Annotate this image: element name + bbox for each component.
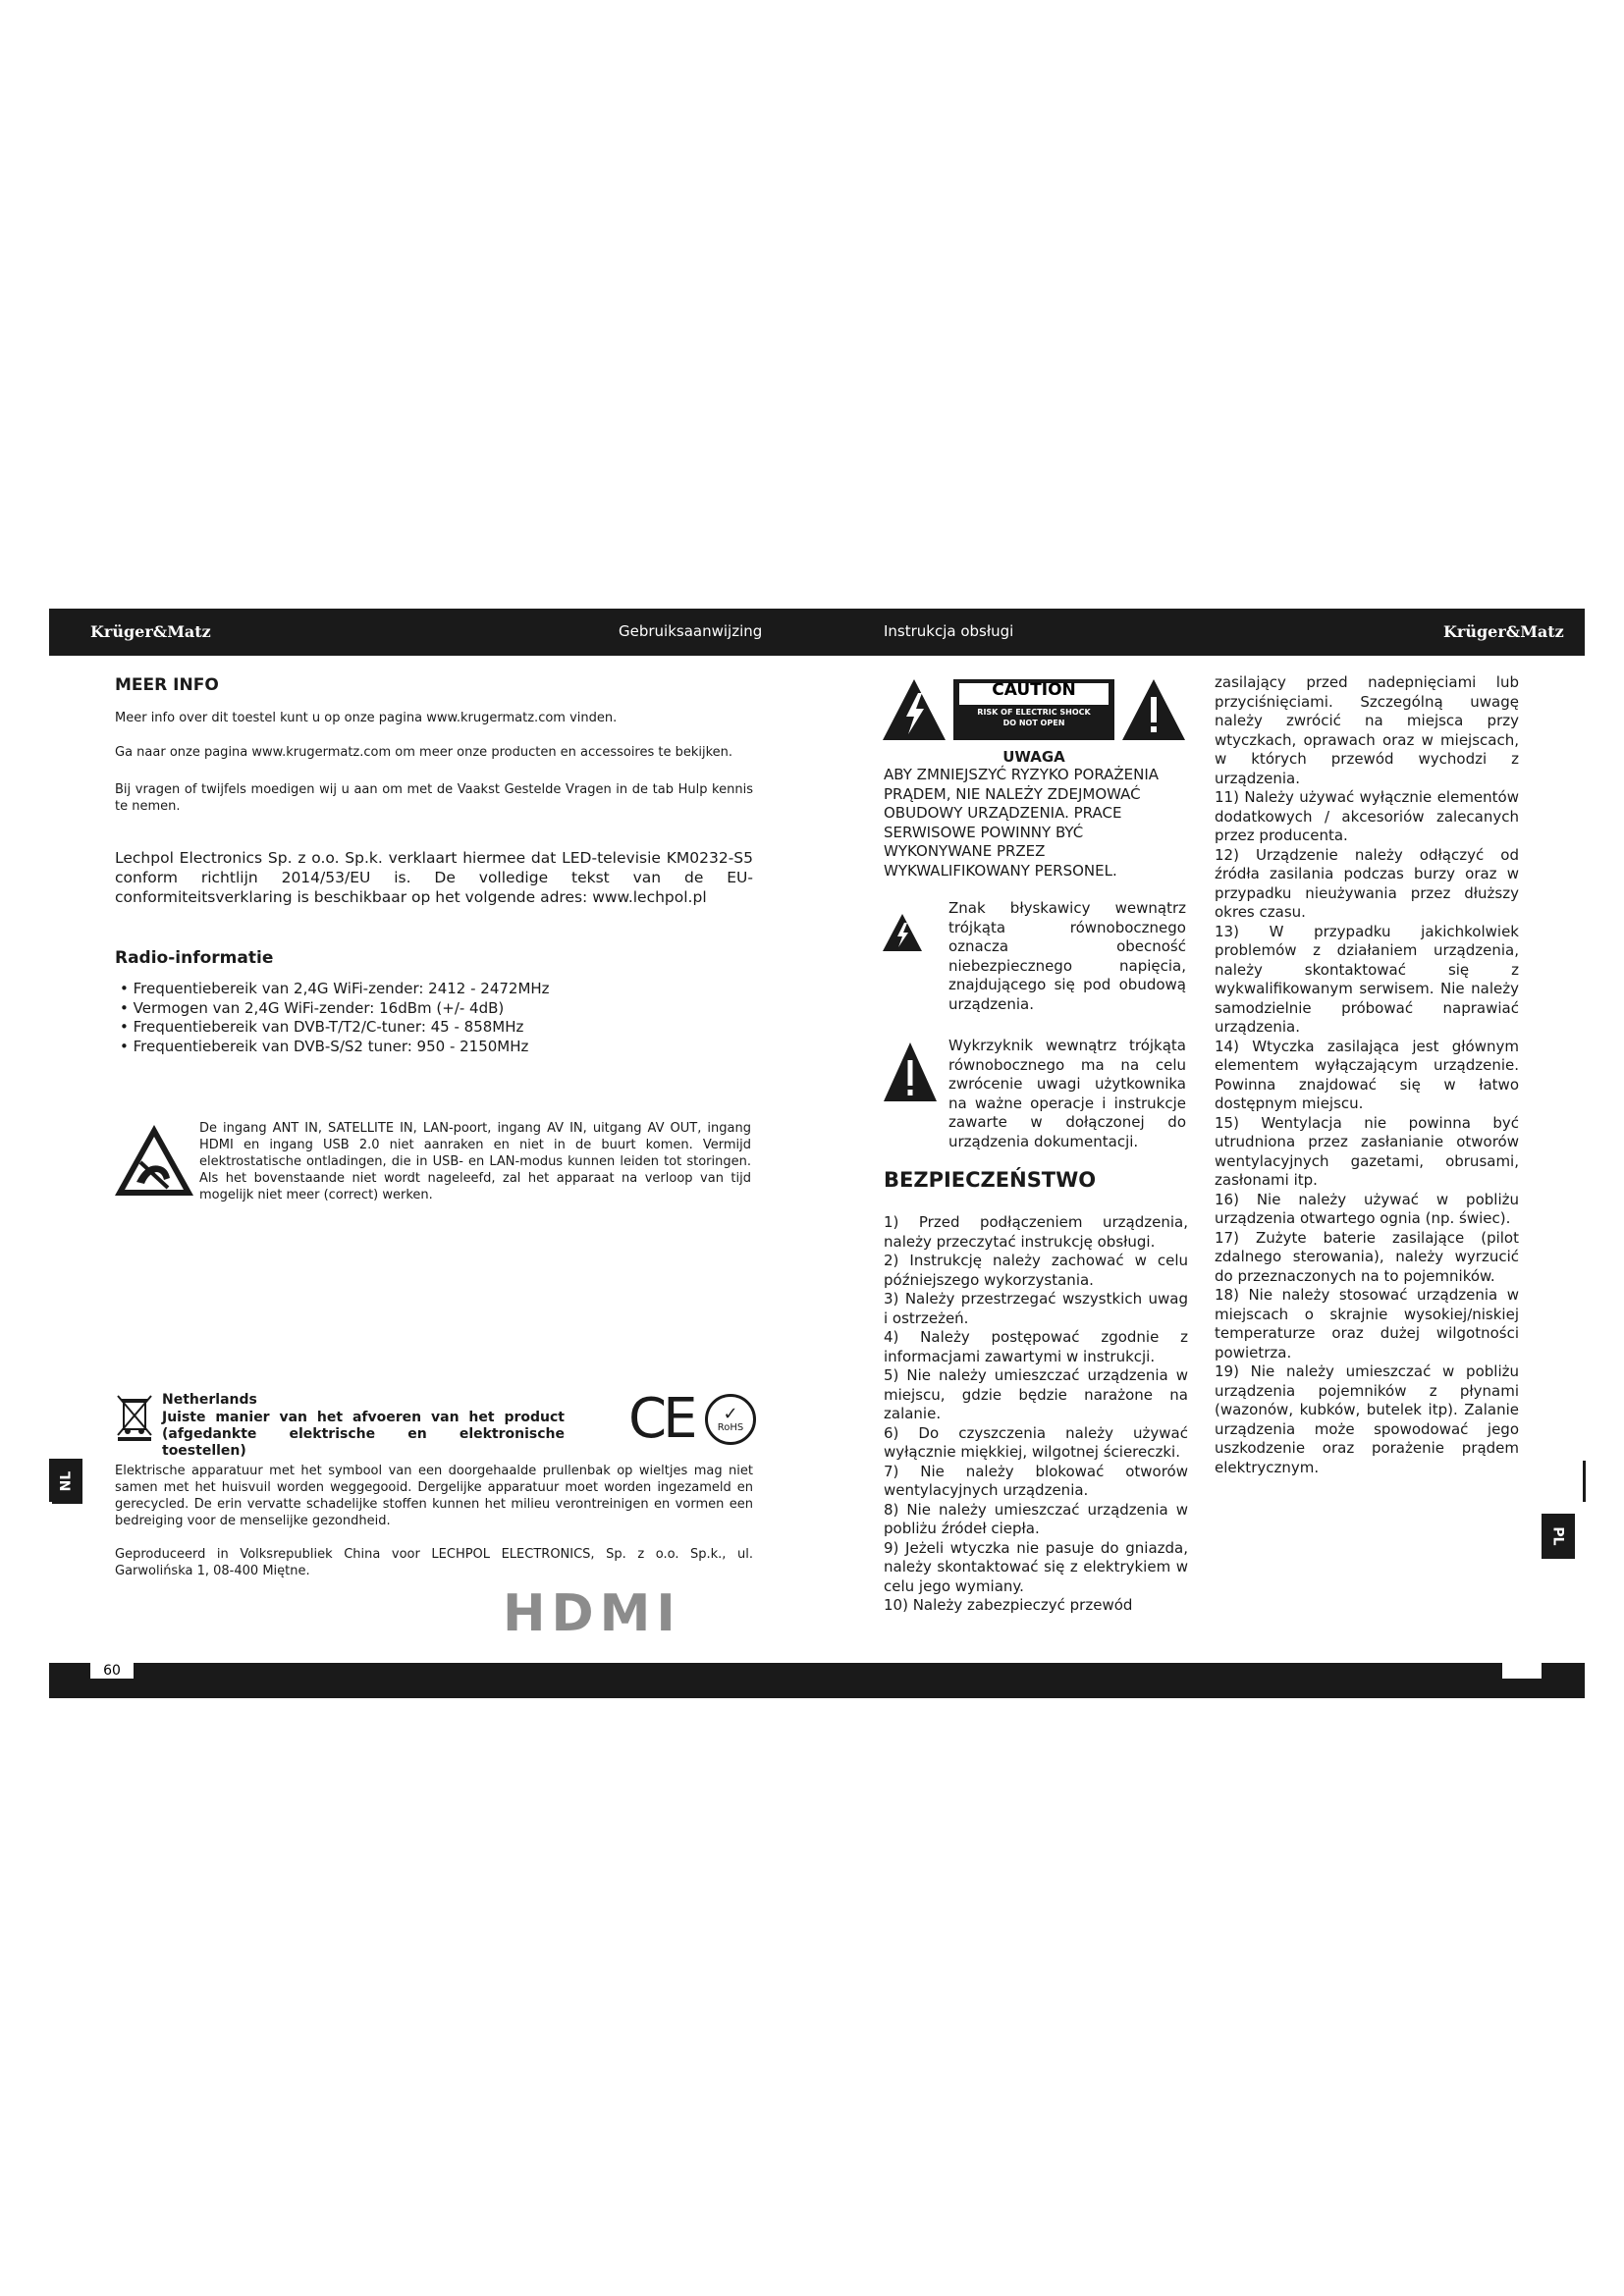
header-bar [49, 609, 1585, 656]
caution-label: CAUTION [992, 680, 1076, 700]
radio-info-list [120, 980, 748, 1056]
footer-bar [49, 1663, 1585, 1698]
page-number-right [1502, 1663, 1542, 1679]
list-item: 7) Nie należy blokować otworów wentylacyjnych urządzenia. [884, 1462, 1188, 1499]
esd-text: De ingang ANT IN, SATELLITE IN, LAN-poort, ingang AV IN, uitgang AV OUT, ingang HDMI en ingang USB 2.0 niet aanraken en niet in de buurt komen. Vermijd elektrostatische ontladingen, die in USB- en LAN-modus kunnen leiden tot storingen. Als het bovenstaande niet wordt nageleefd, zal het apparaat na verloop van tijd mogelijk niet meer (correct) werken. [199, 1121, 751, 1202]
header-title-right: Instrukcja obsługi [884, 622, 1014, 640]
list-item: 15) Wentylacja nie powinna być utrudniona przez zasłanianie otworów wentylacyjnych gazetami, obrusami, zasłonami itp. [1215, 1113, 1519, 1189]
list-item: 17) Zużyte baterie zasilające (pilot zdalnego sterowania), należy wyrzucić do przeznaczonych na to pojemników. [1215, 1228, 1519, 1285]
list-item: • Frequentiebereik van DVB-T/T2/C-tuner: 45 - 858MHz [120, 1018, 748, 1038]
list-item: 5) Nie należy umieszczać urządzenia w miejscu, gdzie będzie narażone na zalanie. [884, 1366, 1188, 1422]
list-item: • Frequentiebereik van DVB-S/S2 tuner: 950 - 2150MHz [120, 1038, 748, 1057]
list-item: 18) Nie należy stosować urządzenia w miejscach o skrajnie wysokiej/niskiej temperaturze oraz dużej wilgotności powietrza. [1215, 1286, 1519, 1362]
eu-declaration: Lechpol Electronics Sp. z o.o. Sp.k. verklaart hiermee dat LED-televisie KM0232-S5 conform richtlijn 2014/53/EU is. De volledige tekst van de EU-conformiteitsverklaring is beschikbaar op het volgende adres: www.lechpol.pl [115, 849, 753, 906]
list-item: • Vermogen van 2,4G WiFi-zender: 16dBm (+/- 4dB) [120, 999, 748, 1019]
list-item: 12) Urządzenie należy odłączyć od źródła zasilania podczas burzy oraz w przypadku nieużywania przez dłuższy okres czasu. [1215, 845, 1519, 921]
safety-column-2 [1215, 673, 1519, 1477]
list-item: 10) Należy zabezpieczyć przewód [884, 1596, 1133, 1614]
side-tab-nl: NL [49, 1459, 82, 1504]
meer-info-p3: Bij vragen of twijfels moedigen wij u aan om met de Vaakst Gestelde Vragen in de tab Hulp kennis te nemen. [115, 782, 753, 814]
list-item: 9) Jeżeli wtyczka nie pasuje do gniazda, należy skontaktować się z elektrykiem w celu jego wymiany. [884, 1538, 1188, 1595]
list-item: 16) Nie należy używać w pobliżu urządzenia otwartego ognia (np. świec). [1215, 1190, 1519, 1227]
lightning-text: Znak błyskawicy wewnątrz trójkąta równobocznego oznacza obecność niebezpiecznego napięcia, znajdującego się pod obudową urządzenia. [948, 899, 1186, 1013]
uwaga-title: UWAGA [1002, 748, 1065, 766]
list-item: 19) Nie należy umieszczać w pobliżu urządzenia pojemników z płynami (wazonów, kubków, butelek itp). Zalanie urządzenia może spowodować jego uszkodzenie oraz porażenie prądem elektrycznym. [1215, 1362, 1519, 1476]
esd-warning-icon [113, 1123, 195, 1198]
uwaga-text: ABY ZMNIEJSZYĆ RYZYKO PORAŻENIA PRĄDEM, NIE NALEŻY ZDEJMOWAĆ OBUDOWY URZĄDZENIA. PRACE SERWISOWE POWINNY BYĆ WYKONYWANE PRZEZ WYKWALIFIKOWANY PERSONEL. [884, 766, 1160, 880]
weee-text: Elektrische apparatuur met het symbool van een doorgehaalde prullenbak op wieltjes mag niet samen met het huisvuil worden weggegooid. Dergelijke apparatuur moet worden ingezameld en gerecycled. De erin vervatte schadelijke stoffen kunnen het milieu verontreinigen en vormen een bedreiging voor de menselijke gezondheid. [115, 1464, 753, 1528]
list-item: 8) Nie należy umieszczać urządzenia w pobliżu źródeł ciepła. [884, 1500, 1188, 1537]
meer-info-p2: Ga naar onze pagina www.krugermatz.com om meer onze producten en accessoires te bekijken. [115, 745, 733, 760]
weee-bin-icon [115, 1392, 154, 1441]
weee-title: Juiste manier van het afvoeren van het product (afgedankte elektrische en elektronische toestellen) [162, 1410, 565, 1459]
list-item: 1) Przed podłączeniem urządzenia, należy przeczytać instrukcję obsługi. [884, 1213, 1188, 1251]
meer-info-p1: Meer info over dit toestel kunt u op onze pagina www.krugermatz.com vinden. [115, 711, 618, 725]
exclamation-text: Wykrzyknik wewnątrz trójkąta równobocznego ma na celu zwrócenie uwagi użytkownika na ważne operacje i instrukcje zawarte w dołączonej do urządzenia dokumentacji. [948, 1037, 1186, 1150]
list-item: 14) Wtyczka zasilająca jest głównym elementem wyłączającym urządzenie. Powinna znajdować się w łatwo dostępnym miejscu. [1215, 1037, 1519, 1112]
brand-logo-left: Krüger&Matz [90, 622, 211, 641]
list-item: 11) Należy używać wyłącznie elementów dodatkowych / akcesoriów zalecanych przez producenta. [1215, 788, 1519, 844]
ce-mark-icon: CE [628, 1387, 694, 1451]
meer-info-title: MEER INFO [115, 675, 219, 695]
list-item: 2) Instrukcję należy zachować w celu późniejszego wykorzystania. [884, 1252, 1188, 1289]
radio-info-title: Radio-informatie [115, 948, 274, 968]
side-tab-pl: PL [1542, 1514, 1575, 1559]
caution-subtext: RISK OF ELECTRIC SHOCK DO NOT OPEN [977, 708, 1091, 727]
list-item: 4) Należy postępować zgodnie z informacjami zawartymi w instrukcji. [884, 1328, 1188, 1365]
safety-column-1 [884, 1213, 1188, 1616]
exclamation-triangle-icon [882, 1041, 939, 1103]
produced-by: Geproduceerd in Volksrepubliek China voor LECHPOL ELECTRONICS, Sp. z o.o. Sp.k., ul. Garwolińska 1, 08-400 Miętne. [115, 1547, 753, 1578]
list-item: 6) Do czyszczenia należy używać wyłącznie miękkiej, wilgotnej ściereczki. [884, 1423, 1188, 1461]
brand-logo-right: Krüger&Matz [1443, 622, 1564, 641]
lightning-triangle-icon [882, 913, 923, 952]
list-item: 13) W przypadku jakichkolwiek problemów z działaniem urządzenia, należy skontaktować się z wykwalifikowanym serwisem. Nie należy samodzielnie próbować naprawiać urządzenia. [1215, 922, 1519, 1036]
rohs-icon: ✓ RoHS [705, 1394, 756, 1445]
list-item: • Frequentiebereik van 2,4G WiFi-zender: 2412 - 2472MHz [120, 980, 748, 999]
list-item: zasilający przed nadepnięciami lub przyciśnięciami. Szczególną uwagę należy zwrócić na miejsca przy wtyczkach, oprawach oraz w miejscach, w których przewód wychodzi z urządzenia. [1215, 673, 1519, 787]
list-item: 3) Należy przestrzegać wszystkich uwag i ostrzeżeń. [884, 1290, 1188, 1327]
hdmi-logo: HDMI [503, 1584, 681, 1643]
header-title-left: Gebruiksaanwijzing [619, 622, 763, 640]
page-number: 60 [90, 1663, 134, 1679]
safety-title: BEZPIECZEŃSTWO [884, 1168, 1097, 1192]
weee-country: Netherlands [162, 1392, 257, 1408]
